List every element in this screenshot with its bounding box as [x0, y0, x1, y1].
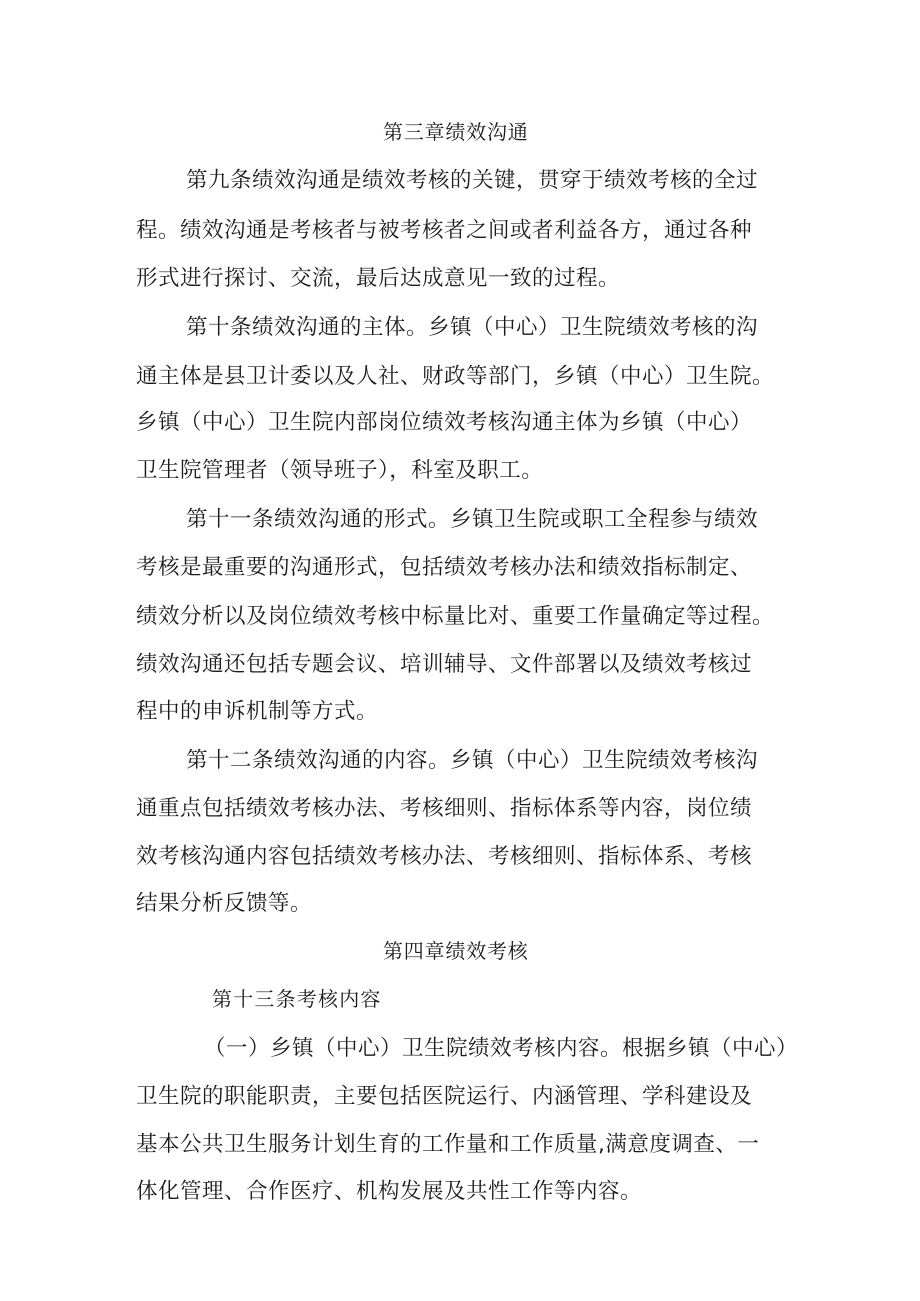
article-11-text-3: 绩效分析以及岗位绩效考核中标量比对、重要工作量确定等过程。 [136, 604, 775, 629]
article-9-line [0, 161, 920, 201]
article-12-text-3: 效考核沟通内容包括绩效考核办法、考核细则、指标体系、考核 [136, 844, 753, 869]
article-12-line [0, 837, 920, 877]
article-11-line [0, 645, 920, 685]
article-11-line [0, 548, 920, 588]
article-10-line [0, 403, 920, 443]
article-11-text-4: 绩效沟通还包括专题会议、培训辅导、文件部署以及绩效考核过 [136, 652, 753, 677]
article-9-line [0, 211, 920, 251]
article-12-text-4: 结果分析反馈等。 [136, 891, 313, 916]
article-13-item-1-text-2: 卫生院的职能职责，主要包括医院运行、内涵管理、学科建设及 [136, 1084, 753, 1109]
article-12-text-2: 通重点包括绩效考核办法、考核细则、指标体系等内容，岗位绩 [136, 796, 753, 821]
chapter-3-title [0, 112, 920, 152]
article-13-item-1-line [0, 1125, 920, 1165]
article-10-text-2: 通主体是县卫计委以及人社、财政等部门，乡镇（中心）卫生院。 [136, 364, 775, 389]
article-9-text-3: 形式进行探讨、交流，最后达成意见一致的过程。 [136, 266, 621, 291]
article-13-item-1-line [0, 1029, 920, 1069]
article-10-line [0, 357, 920, 397]
article-13-title-text: 第十三条考核内容 [212, 987, 382, 1011]
article-9-text-2: 程。绩效沟通是考核者与被考核者之间或者利益各方，通过各种 [136, 218, 753, 243]
chapter-4-title-text: 第四章绩效考核 [383, 939, 529, 963]
article-9-line [0, 259, 920, 299]
article-10-text-1: 第十条绩效沟通的主体。乡镇（中心）卫生院绩效考核的沟 [186, 315, 759, 340]
article-12-text-1: 第十二条绩效沟通的内容。乡镇（中心）卫生院绩效考核沟 [186, 748, 759, 773]
article-13-item-1-text-1: （一）乡镇（中心）卫生院绩效考核内容。根据乡镇（中心） [204, 1036, 799, 1061]
article-13-item-1-text-4: 体化管理、合作医疗、机构发展及共性工作等内容。 [136, 1179, 643, 1204]
article-10-text-3: 乡镇（中心）卫生院内部岗位绩效考核沟通主体为乡镇（中心） [136, 410, 753, 435]
article-13-item-1-line [0, 1077, 920, 1117]
article-13-title [0, 979, 920, 1019]
chapter-4-title [0, 931, 920, 971]
article-13-item-1-text-3: 基本公共卫生服务计划生育的工作量和工作质量,满意度调查、一 [136, 1132, 760, 1157]
article-11-text-1: 第十一条绩效沟通的形式。乡镇卫生院或职工全程参与绩效 [186, 507, 759, 532]
article-12-line [0, 884, 920, 924]
article-11-line [0, 692, 920, 732]
article-11-text-5: 程中的申诉机制等方式。 [136, 699, 379, 724]
article-11-line [0, 597, 920, 637]
article-13-item-1-line [0, 1172, 920, 1212]
article-9-text-1: 第九条绩效沟通是绩效考核的关键，贯穿于绩效考核的全过 [186, 168, 759, 193]
article-10-line [0, 308, 920, 348]
article-11-line [0, 500, 920, 540]
chapter-3-title-text: 第三章绩效沟通 [383, 120, 529, 144]
article-12-line [0, 741, 920, 781]
article-12-line [0, 789, 920, 829]
article-11-text-2: 考核是最重要的沟通形式，包括绩效考核办法和绩效指标制定、 [136, 555, 753, 580]
article-10-line [0, 451, 920, 491]
article-10-text-4: 卫生院管理者（领导班子），科室及职工。 [136, 458, 544, 483]
